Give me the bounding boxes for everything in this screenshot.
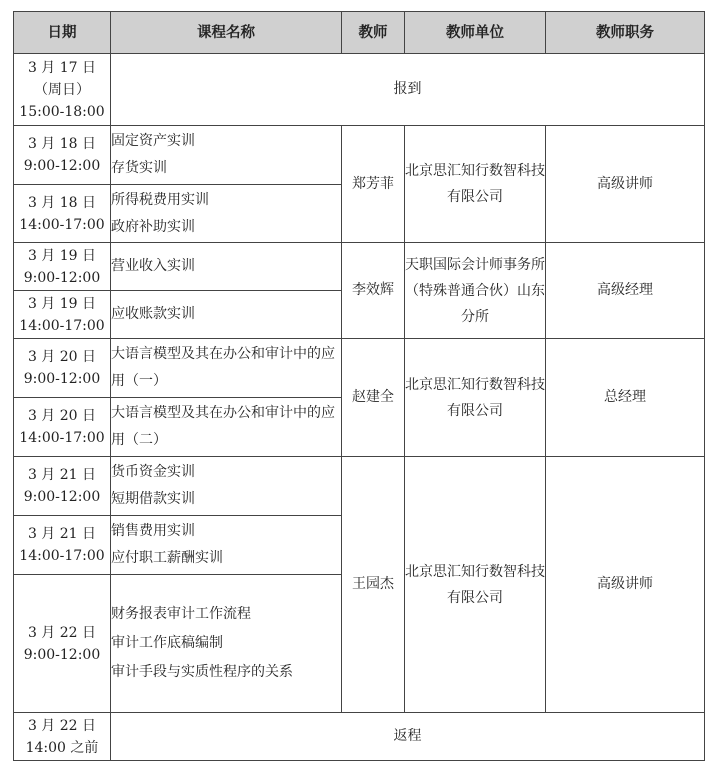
course-line: 货币资金实训 <box>111 464 195 480</box>
unit-cell: 北京思汇知行数智科技有限公司 <box>405 126 546 243</box>
date-cell <box>14 713 111 761</box>
header-teacher: 教师 <box>342 12 405 54</box>
date-line: 3 月 21 日 <box>27 526 97 542</box>
course-line: 短期借款实训 <box>111 491 195 507</box>
date-line: 14:00-17:00 <box>19 317 105 334</box>
date-line: 3 月 20 日 <box>27 349 97 365</box>
date-line: 3 月 18 日 <box>27 194 97 211</box>
teacher-cell: 王园杰 <box>342 457 405 713</box>
header-title: 教师职务 <box>546 12 705 54</box>
header-course: 课程名称 <box>111 12 342 54</box>
date-line: 9:00-12:00 <box>23 158 101 174</box>
course-line: 大语言模型及其在办公和审计中的应用（一） <box>111 346 335 389</box>
course-line: 营业收入实训 <box>111 258 195 274</box>
date-cell <box>14 398 111 457</box>
date-line: 3 月 19 日 <box>27 295 97 312</box>
course-line: 大语言模型及其在办公和审计中的应用（二） <box>111 405 335 448</box>
title-cell: 高级讲师 <box>546 457 705 713</box>
course-line: 应付职工薪酬实训 <box>111 550 223 566</box>
table-row <box>14 126 705 185</box>
date-line: 14:00-17:00 <box>19 548 105 564</box>
unit-cell: 北京思汇知行数智科技有限公司 <box>405 457 546 713</box>
course-line: 应收账款实训 <box>111 306 195 322</box>
header-row <box>14 12 705 54</box>
date-cell <box>14 339 111 398</box>
table-row <box>14 339 705 398</box>
table-row <box>14 54 705 126</box>
date-line: 3 月 20 日 <box>27 408 97 424</box>
title-cell: 高级讲师 <box>546 126 705 243</box>
course-cell <box>111 457 342 516</box>
course-line: 审计手段与实质性程序的关系 <box>111 664 293 680</box>
course-cell <box>111 339 342 398</box>
header-unit: 教师单位 <box>405 12 546 54</box>
date-cell <box>14 126 111 185</box>
course-line: 政府补助实训 <box>111 218 195 235</box>
table-row <box>14 457 705 516</box>
unit-cell: 北京思汇知行数智科技有限公司 <box>405 339 546 457</box>
teacher-cell: 赵建全 <box>342 339 405 457</box>
note-cell: 返程 <box>111 713 705 761</box>
date-line: 3 月 22 日 <box>27 624 97 641</box>
date-line: 3 月 21 日 <box>27 467 97 483</box>
date-cell <box>14 54 111 126</box>
schedule-table <box>13 11 705 761</box>
date-cell <box>14 291 111 339</box>
course-cell <box>111 291 342 339</box>
course-cell <box>111 516 342 575</box>
course-line: 审计工作底稿编制 <box>111 635 223 651</box>
header-date: 日期 <box>14 12 111 54</box>
date-line: 14:00-17:00 <box>19 430 105 446</box>
teacher-cell: 李效辉 <box>342 243 405 339</box>
course-line: 所得税费用实训 <box>111 191 209 208</box>
course-cell <box>111 575 342 713</box>
course-cell <box>111 126 342 185</box>
course-cell <box>111 185 342 243</box>
course-line: 固定资产实训 <box>111 133 195 149</box>
date-line: 9:00-12:00 <box>23 646 101 663</box>
date-line: 9:00-12:00 <box>23 371 101 387</box>
teacher-cell: 郑芳菲 <box>342 126 405 243</box>
course-line: 销售费用实训 <box>111 523 195 539</box>
date-line: 3 月 17 日 <box>27 59 97 76</box>
date-line: 3 月 19 日 <box>27 247 97 264</box>
table-row <box>14 713 705 761</box>
note-cell: 报到 <box>111 54 705 126</box>
date-cell <box>14 185 111 243</box>
date-cell <box>14 243 111 291</box>
date-line: 14:00-17:00 <box>19 216 105 233</box>
unit-cell: 天职国际会计师事务所（特殊普通合伙）山东分所 <box>405 243 546 339</box>
date-cell <box>14 516 111 575</box>
date-line: 9:00-12:00 <box>23 269 101 286</box>
course-cell <box>111 398 342 457</box>
course-cell <box>111 243 342 291</box>
course-line: 财务报表审计工作流程 <box>111 606 251 622</box>
date-line: 3 月 18 日 <box>27 136 97 152</box>
title-cell: 高级经理 <box>546 243 705 339</box>
date-line: （周日） <box>34 81 90 98</box>
date-line: 9:00-12:00 <box>23 489 101 505</box>
table-row <box>14 243 705 291</box>
date-line: 15:00-18:00 <box>19 103 105 120</box>
date-cell <box>14 575 111 713</box>
course-line: 存货实训 <box>111 160 167 176</box>
title-cell: 总经理 <box>546 339 705 457</box>
date-cell <box>14 457 111 516</box>
date-line: 14:00 之前 <box>25 739 99 756</box>
date-line: 3 月 22 日 <box>27 717 97 734</box>
